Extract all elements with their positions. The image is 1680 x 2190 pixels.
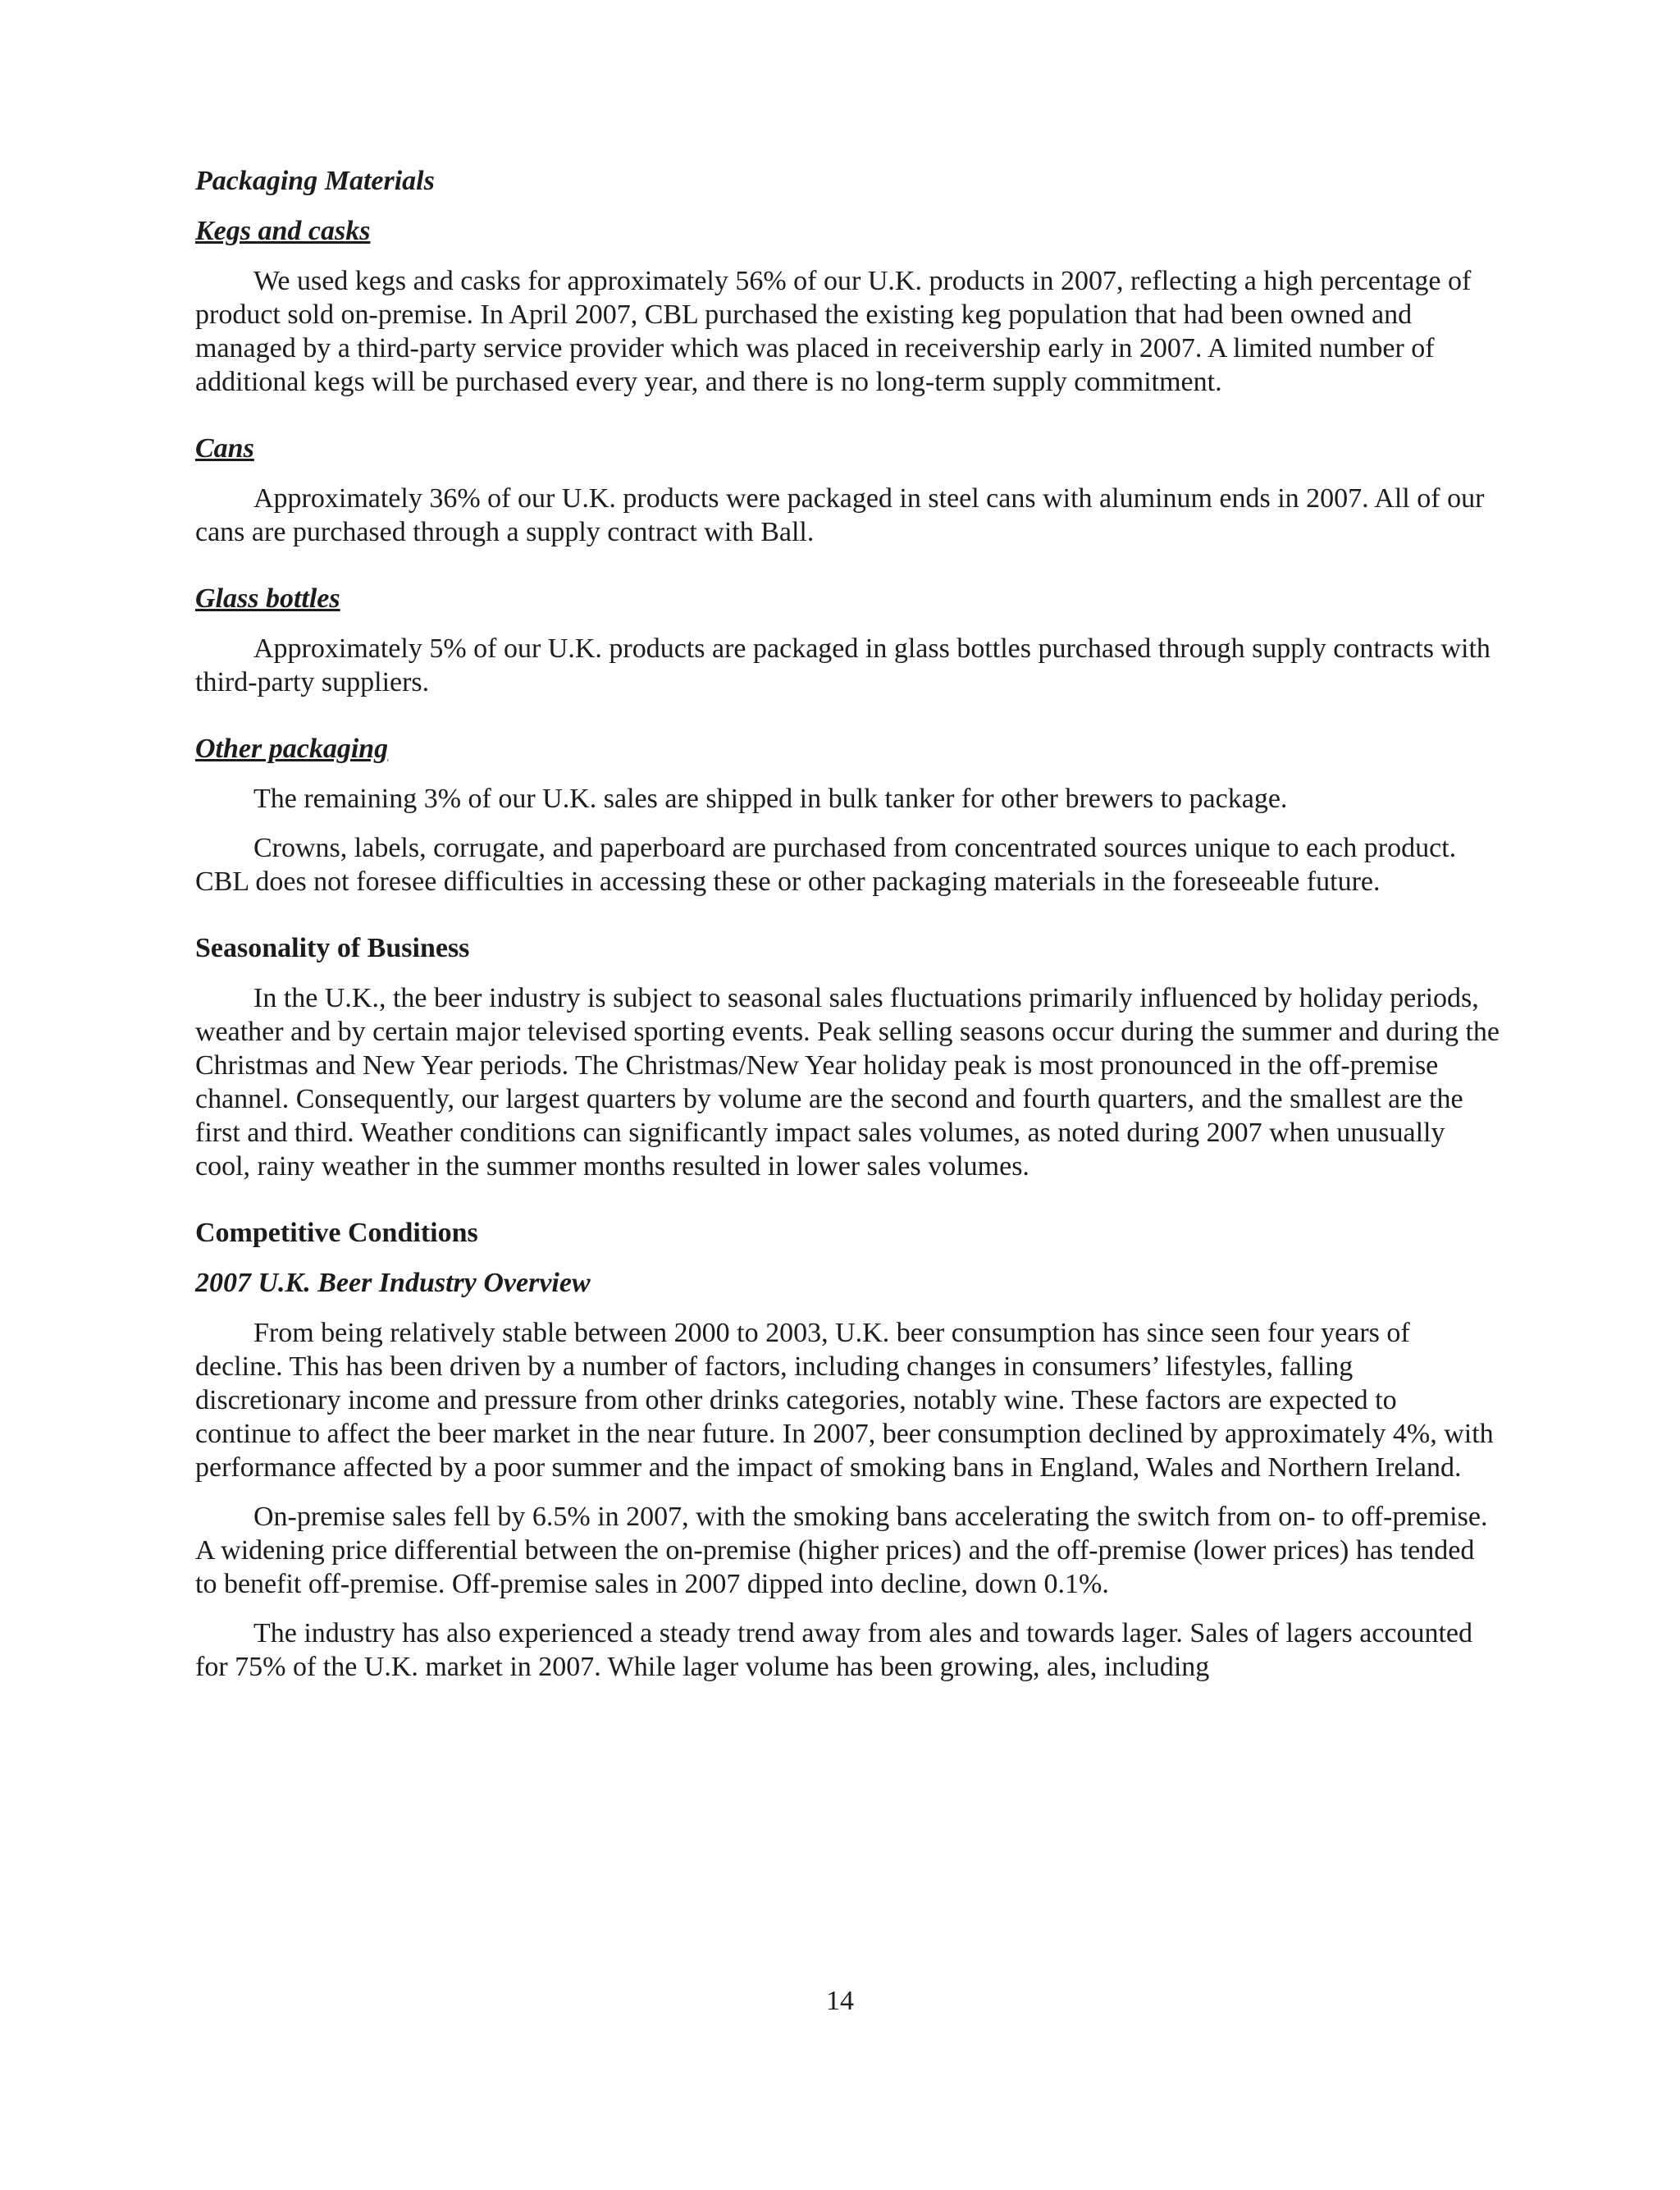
document-page (195, 164, 1500, 1699)
kegs-and-casks-heading: Kegs and casks (195, 216, 371, 246)
cans-heading: Cans (195, 433, 254, 464)
overview-paragraph-1: From being relatively stable between 2000 to 2003, U.K. beer consumption has since seen four years of decline. This has been driven by a number of factors, including changes in consumers’ lifestyles, falling discretionary income and pressure from other drinks categories, notably wine. These factors are expected to continue to affect the beer market in the near future. In 2007, beer consumption declined by approximately 4%, with performance affected by a poor summer and the impact of smoking bans in England, Wales and Northern Ireland. (195, 1318, 1494, 1483)
glass-bottles-heading: Glass bottles (195, 583, 340, 614)
overview-paragraph-2: On-premise sales fell by 6.5% in 2007, with the smoking bans accelerating the switch from on- to off-premise. A widening price differential between the on-premise (higher prices) and the off-premise (lower prices) has tended to benefit off-premise. Off-premise sales in 2007 dipped into decline, down 0.1%. (195, 1502, 1488, 1599)
overview-paragraph-3: The industry has also experienced a steady trend away from ales and towards lager. Sales of lagers accounted for 75% of the U.K. market in 2007. While lager volume has been growing, ales, including (195, 1618, 1473, 1682)
competitive-conditions-heading: Competitive Conditions (195, 1218, 478, 1248)
seasonality-paragraph: In the U.K., the beer industry is subject to seasonal sales fluctuations primarily influenced by holiday periods, weather and by certain major televised sporting events. Peak selling seasons occur during the summer and during the Christmas and New Year periods. The Christmas/New Year holiday peak is most pronounced in the off-premise channel. Consequently, our largest quarters by volume are the second and fourth quarters, and the smallest are the first and third. Weather conditions can significantly impact sales volumes, as noted during 2007 when unusually cool, rainy weather in the summer months resulted in lower sales volumes. (195, 983, 1500, 1182)
seasonality-heading: Seasonality of Business (195, 933, 470, 963)
packaging-sources-paragraph: Crowns, labels, corrugate, and paperboard are purchased from concentrated sources unique to each product. CBL does not foresee difficulties in accessing these or other packaging materials in the foreseeable future. (195, 833, 1457, 897)
kegs-paragraph: We used kegs and casks for approximately 56% of our U.K. products in 2007, reflecting a high percentage of product sold on-premise. In April 2007, CBL purchased the existing keg population that had been owned and managed by a third-party service provider which was placed in receivership early in 2007. A limited number of additional kegs will be purchased every year, and there is no long-term supply commitment. (195, 266, 1472, 397)
cans-paragraph: Approximately 36% of our U.K. products were packaged in steel cans with aluminum ends in 2007. All of our cans are purchased through a supply contract with Ball. (195, 483, 1485, 547)
page-number: 14 (826, 1986, 854, 2016)
other-packaging-heading: Other packaging (195, 734, 389, 764)
glass-bottles-paragraph: Approximately 5% of our U.K. products are packaged in glass bottles purchased through supply contracts with third-party suppliers. (195, 633, 1491, 697)
packaging-materials-heading: Packaging Materials (195, 166, 435, 196)
other-packaging-paragraph: The remaining 3% of our U.K. sales are shipped in bulk tanker for other brewers to package. (253, 784, 1288, 814)
industry-overview-heading: 2007 U.K. Beer Industry Overview (195, 1268, 591, 1298)
